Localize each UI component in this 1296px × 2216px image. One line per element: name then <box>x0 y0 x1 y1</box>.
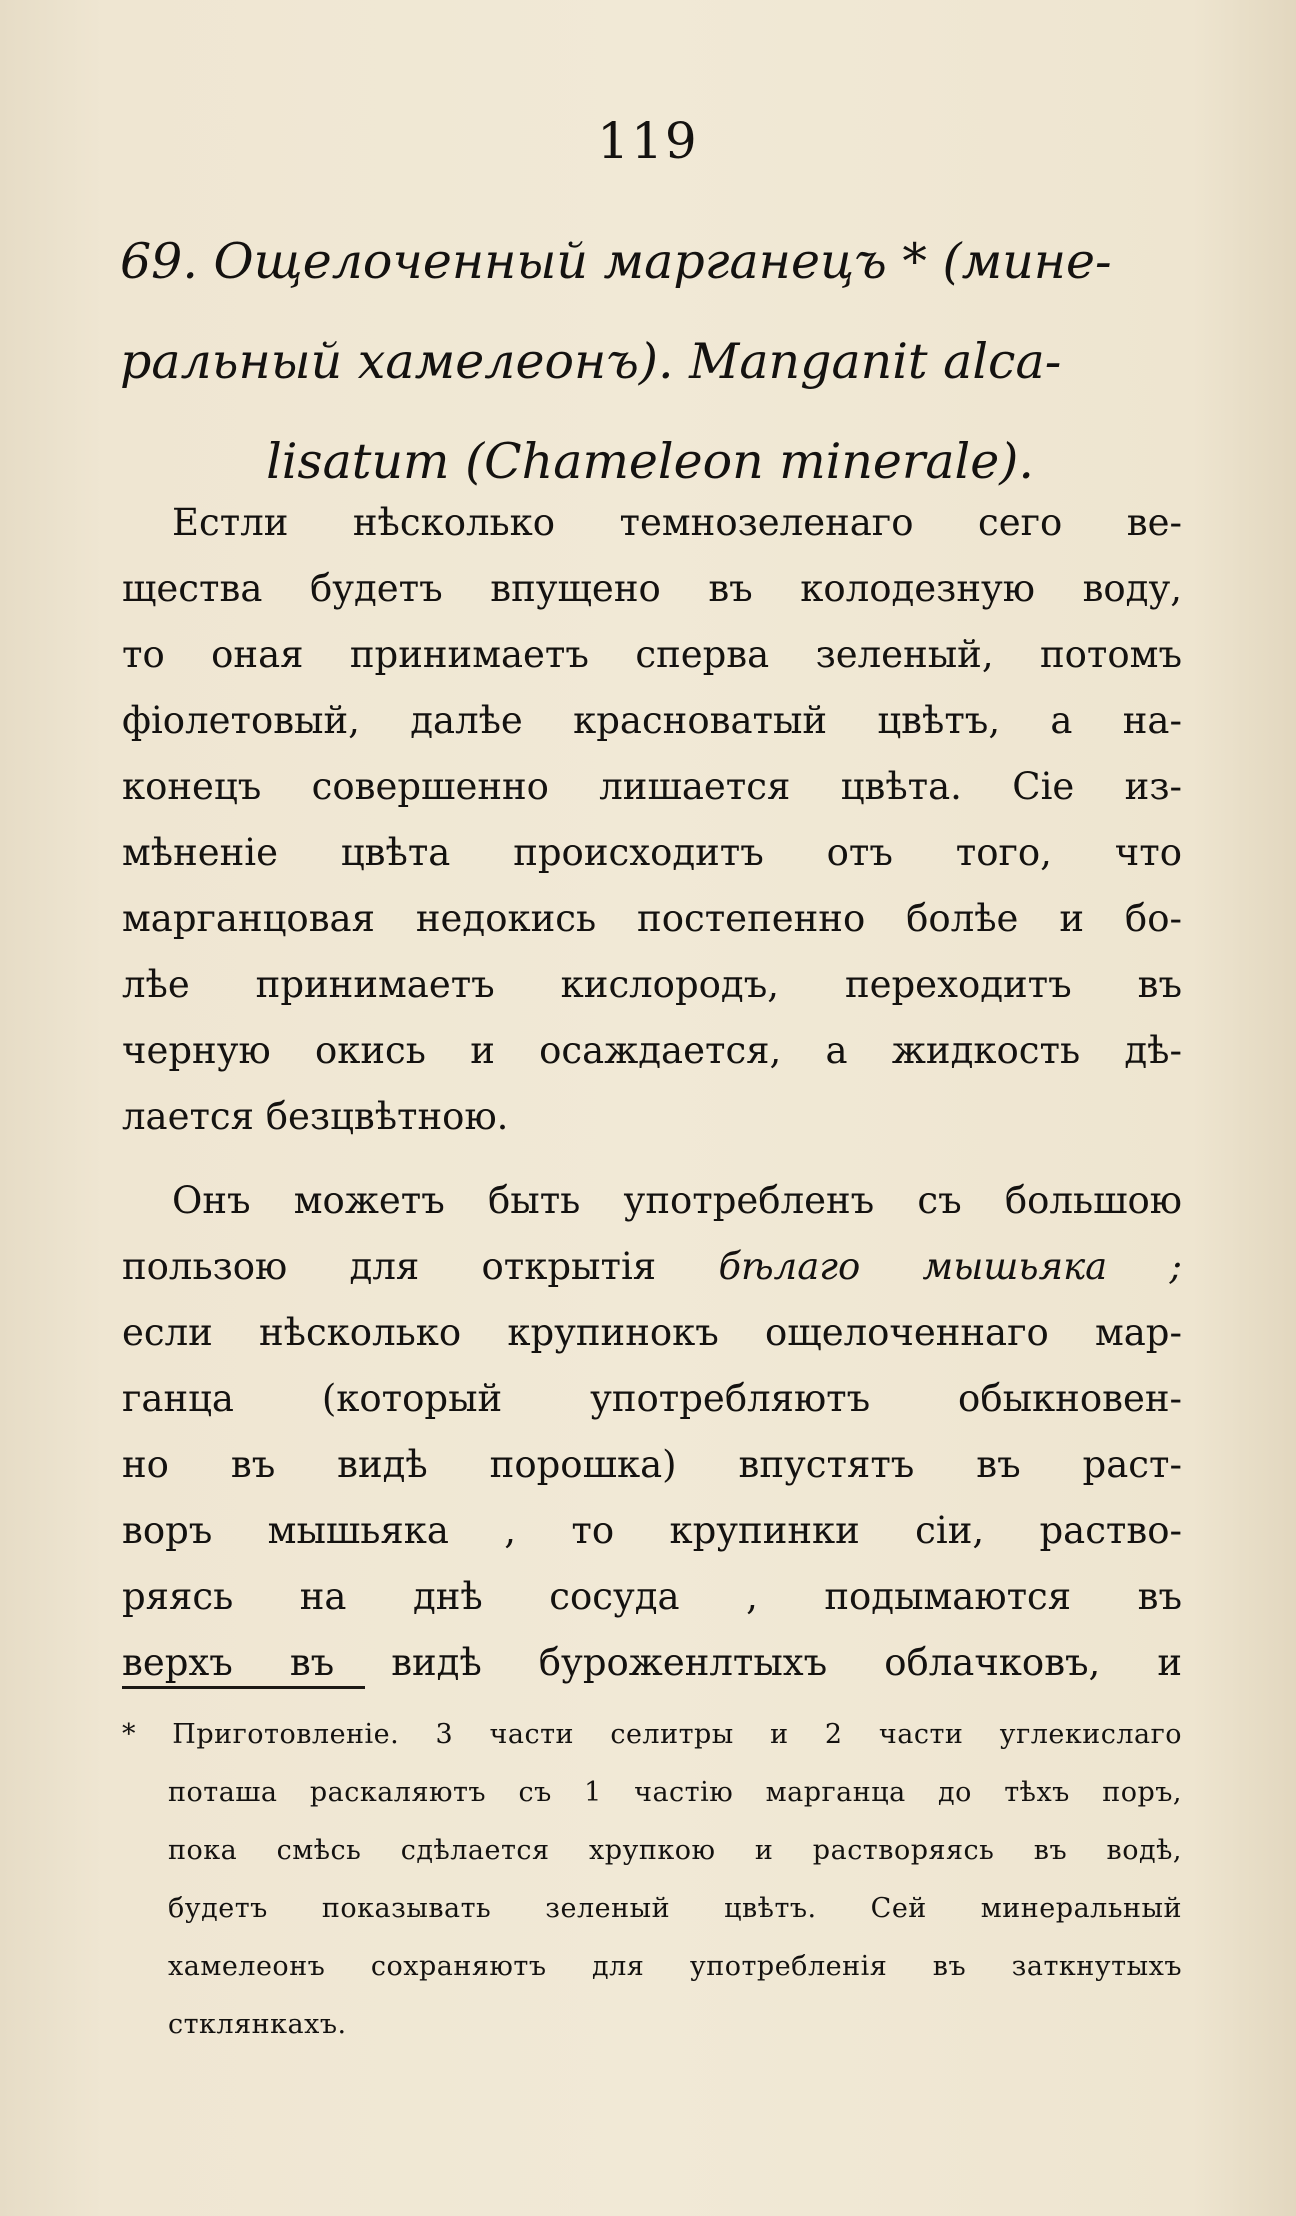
footnote-line: хамелеонъ сохраняютъ для употребленія въ заткнутыхъ <box>168 1951 1182 1982</box>
text-line <box>122 1234 1182 1300</box>
text-line: если нѣсколько крупинокъ ощелоченнаго мар- <box>122 1311 1182 1354</box>
text-line: Онъ можетъ быть употребленъ съ большою <box>172 1179 1182 1222</box>
heading-line: lisatum (Chameleon minerale). <box>266 433 1034 490</box>
text-line: ганца (который употребляютъ обыкновен- <box>122 1377 1182 1420</box>
footnote-line: пока смѣсь сдѣлается хрупкою и растворяясь въ водѣ, <box>168 1835 1182 1866</box>
footnote-line: стклянкахъ. <box>168 2009 347 2040</box>
paragraph-gap <box>122 1150 1182 1168</box>
footnote-line: будетъ показывать зеленый цвѣтъ. Сей минеральный <box>168 1893 1182 1924</box>
heading-line: ральный хамелеонъ). Manganit alca- <box>120 333 1062 390</box>
body-text <box>122 490 1182 1696</box>
text-line: лѣе принимаетъ кислородъ, переходитъ въ <box>122 963 1182 1006</box>
text-line: но въ видѣ порошка) впустятъ въ раст- <box>122 1443 1182 1486</box>
section-heading <box>120 212 1180 512</box>
text-line: щества будетъ впущено въ колодезную воду, <box>122 567 1182 610</box>
heading-line: 69. Ощелоченный марганецъ * (мине- <box>120 233 1112 290</box>
text-line: марганцовая недокись постепенно болѣе и бо- <box>122 897 1182 940</box>
text-line: воръ мышьяка , то крупинки сіи, раство- <box>122 1509 1182 1552</box>
text-line: мѣненіе цвѣта происходитъ отъ того, что <box>122 831 1182 874</box>
footnote <box>122 1706 1182 2054</box>
page-number: 119 <box>597 112 699 170</box>
footnote-divider <box>122 1686 365 1689</box>
italic-term: бѣлаго мышьяка ; <box>718 1245 1182 1288</box>
text-line: фіолетовый, далѣе красноватый цвѣтъ, а на- <box>122 699 1182 742</box>
text-line: лается безцвѣтною. <box>122 1095 509 1138</box>
text-line: то оная принимаетъ сперва зеленый, потомъ <box>122 633 1182 676</box>
text-run: пользою для открытія <box>122 1245 719 1288</box>
footnote-line: поташа раскаляютъ съ 1 частію марганца до тѣхъ поръ, <box>168 1777 1182 1808</box>
text-line: ряясь на днѣ сосуда , подымаются въ <box>122 1575 1182 1618</box>
text-line: конецъ совершенно лишается цвѣта. Сіе из- <box>122 765 1182 808</box>
text-line: Естли нѣсколько темнозеленаго сего ве- <box>172 501 1182 544</box>
text-line: верхъ въ видѣ буроженлтыхъ облачковъ, и <box>122 1641 1182 1684</box>
text-line: черную окись и осаждается, а жидкость дѣ- <box>122 1029 1182 1072</box>
footnote-line: * Приготовленіе. 3 части селитры и 2 части углекислаго <box>122 1719 1182 1750</box>
